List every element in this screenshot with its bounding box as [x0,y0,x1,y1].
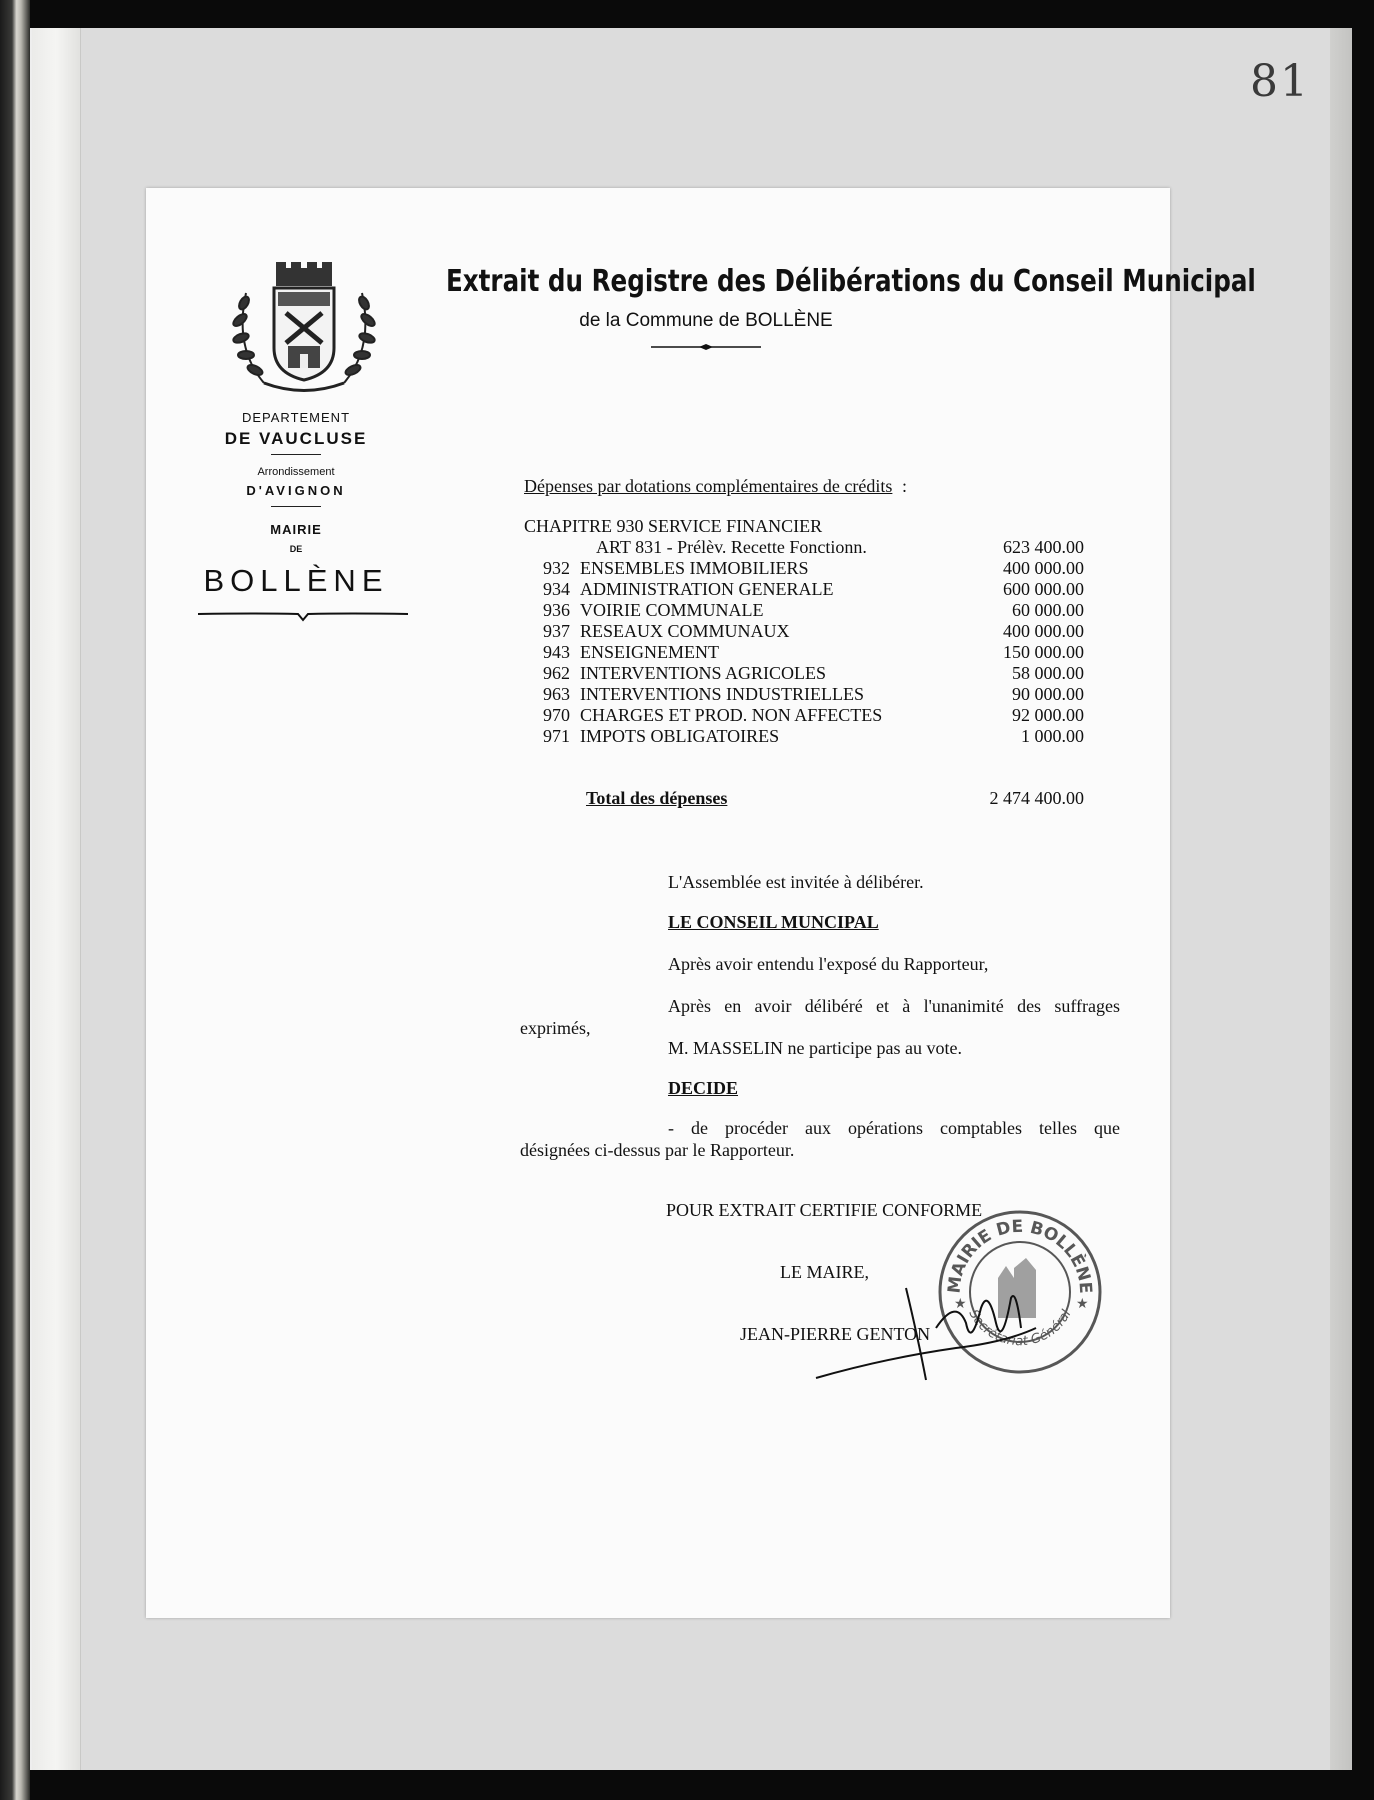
total-amount: 2 474 400.00 [989,788,1084,808]
expense-label: INTERVENTIONS AGRICOLES [580,663,827,683]
expense-amount: 92 000.00 [1012,705,1084,725]
arrondissement-name: D'AVIGNON [246,483,346,498]
abstention-text: M. MASSELIN ne participe pas au vote. [668,1038,962,1058]
expense-row [524,579,1084,600]
page-gutter [32,28,81,1770]
department-name: DE VAUCLUSE [224,429,368,448]
page-edge [1330,28,1352,1770]
expense-amount: 150 000.00 [1003,642,1084,662]
expressed-text: exprimés, [520,1018,591,1038]
expense-code: 932 [543,558,570,578]
swash-rule [198,608,408,622]
expense-amount: 58 000.00 [1012,663,1084,683]
expense-amount: 90 000.00 [1012,684,1084,704]
expenses-heading: Dépenses par dotations complémentaires de crédits [524,476,893,496]
article-line: ART 831 - Prélèv. Recette Fonctionn. [596,537,867,557]
chapter-line: CHAPITRE 930 SERVICE FINANCIER [524,516,823,536]
expense-code: 943 [543,642,570,662]
commune-name: BOLLÈNE [203,563,389,598]
expense-row [524,600,1084,621]
expense-code: 971 [543,726,570,746]
decision-text-continued: désignées ci-dessus par le Rapporteur. [520,1140,795,1160]
pasted-document [146,188,1256,1618]
mayor-title: LE MAIRE, [780,1262,869,1282]
divider [271,454,321,455]
svg-text:MAIRIE DE BOLLÈNE: MAIRIE DE BOLLÈNE [944,1216,1096,1295]
expense-code: 963 [543,684,570,704]
department-label: DEPARTEMENT [241,410,351,425]
expense-row [524,705,1084,726]
council-heading: LE CONSEIL MUNCIPAL [668,912,879,932]
expense-row [524,621,1084,642]
expense-row [524,642,1084,663]
divider [271,506,321,507]
expense-row [524,558,1084,579]
expense-code: 934 [543,579,570,599]
certified-text: POUR EXTRAIT CERTIFIE CONFORME [666,1200,983,1220]
expense-label: INTERVENTIONS INDUSTRIELLES [580,684,865,704]
document-title: Extrait du Registre des Délibérations du Conseil Municipal [446,264,1256,299]
de-label: DE [289,544,303,554]
expense-amount: 60 000.00 [1012,600,1084,620]
document-subtitle: de la Commune de BOLLÈNE [579,310,833,331]
expense-label: ENSEIGNEMENT [580,642,719,662]
expense-code: 937 [543,621,570,641]
decide-heading: DECIDE [668,1078,739,1098]
invitation-text: L'Assemblée est invitée à délibérer. [668,872,924,892]
expense-label: CHARGES ET PROD. NON AFFECTES [580,705,883,725]
expense-amount: 400 000.00 [1003,558,1084,578]
expense-amount: 600 000.00 [1003,579,1084,599]
article-amount: 623 400.00 [1003,537,1084,557]
total-label: Total des dépenses [586,788,728,808]
svg-text:★: ★ [1076,1296,1089,1312]
after-report-text: Après avoir entendu l'exposé du Rapporteur, [668,954,989,974]
expense-amount: 400 000.00 [1003,621,1084,641]
ornament-rule [651,342,761,352]
mairie-label: MAIRIE [270,522,322,537]
mayor-name: JEAN-PIERRE GENTON [740,1324,931,1344]
expense-label: VOIRIE COMMUNALE [580,600,764,620]
decision-text: - de procéder aux opérations comptables telles que [668,1118,1120,1138]
expense-amount: 1 000.00 [1021,726,1084,746]
svg-text:★: ★ [954,1296,967,1312]
after-vote-text: Après en avoir délibéré et à l'unanimité des suffrages [668,996,1120,1016]
expense-code: 970 [543,705,570,725]
expense-label: IMPOTS OBLIGATOIRES [580,726,780,746]
binder-spine [0,0,30,1800]
expense-code: 936 [543,600,570,620]
expense-code: 962 [543,663,570,683]
arrondissement-label: Arrondissement [257,466,335,478]
expense-label: RESEAUX COMMUNAUX [580,621,790,641]
town-crest-icon [224,258,384,398]
heading-colon: : [902,476,908,496]
expense-row [524,684,1084,705]
expense-row [524,726,1084,747]
signature-icon [806,1268,1046,1388]
folio-number: 81 [1250,56,1310,107]
expense-label: ADMINISTRATION GENERALE [580,579,834,599]
svg-text:Secrétariat Général: Secrétariat Général [965,1307,1075,1350]
expense-row [524,663,1084,684]
expense-label: ENSEMBLES IMMOBILIERS [580,558,809,578]
